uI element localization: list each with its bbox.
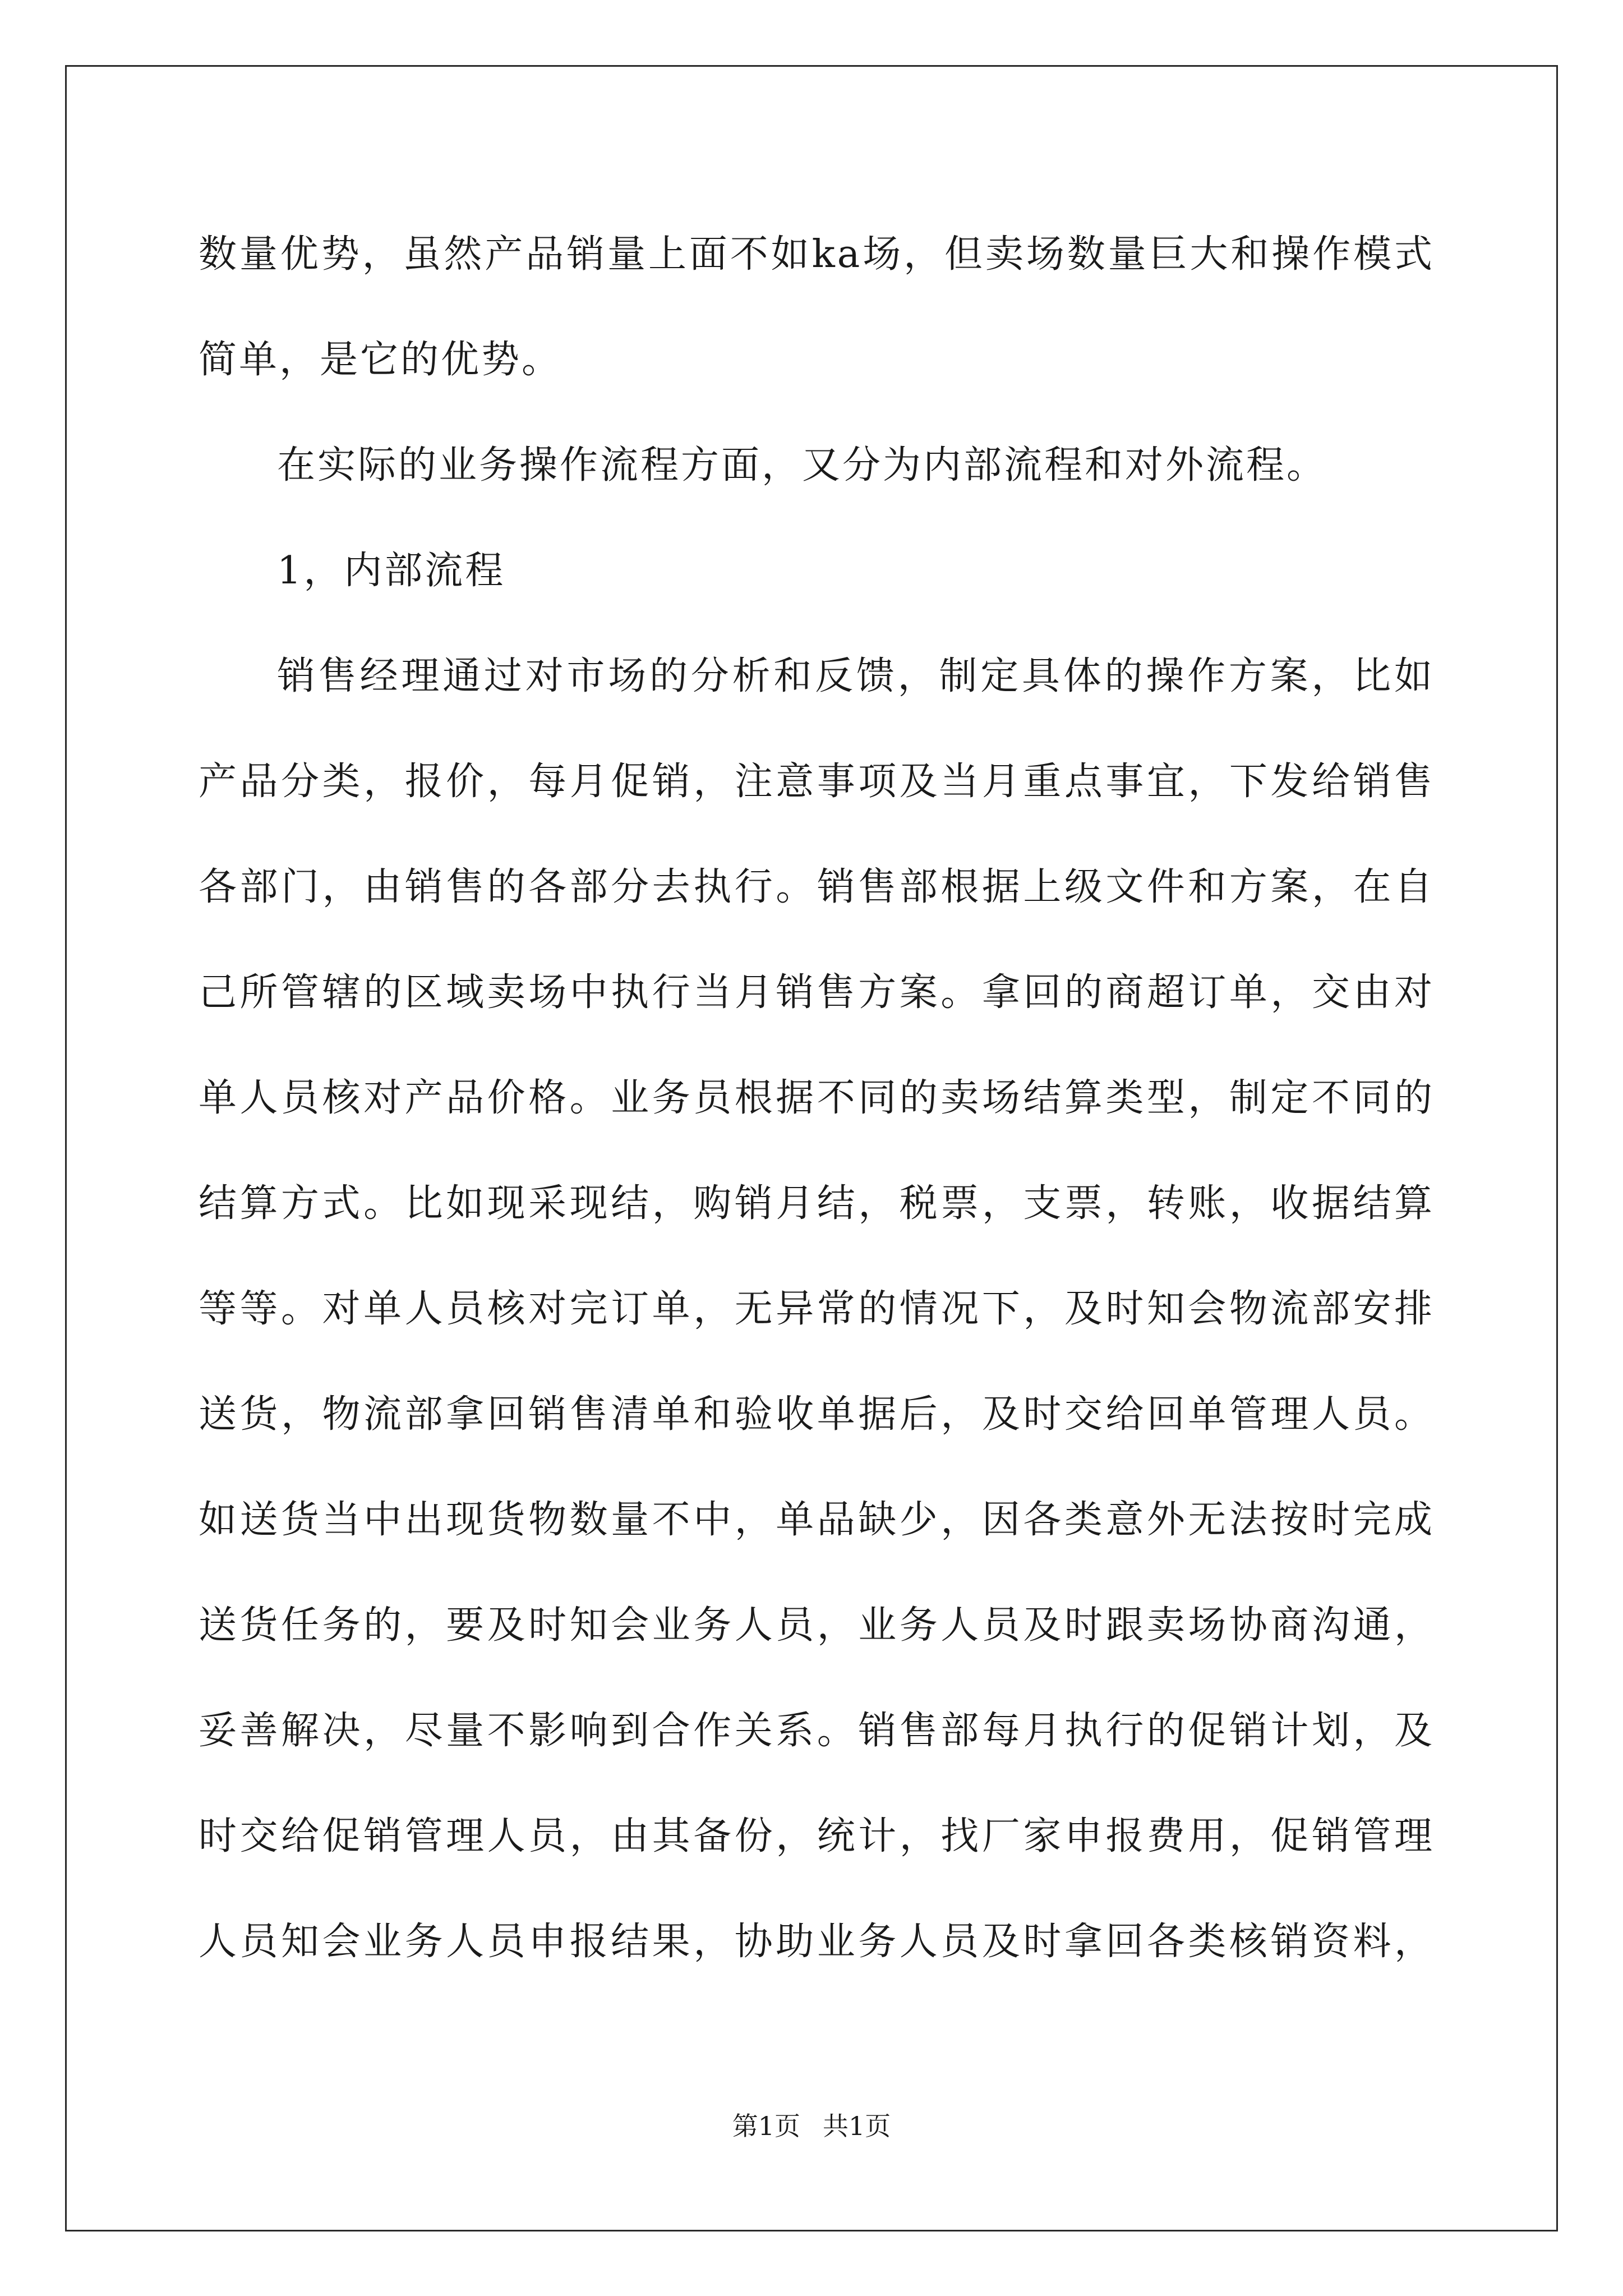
text-line: 在实际的业务操作流程方面，又分为内部流程和对外流程。 [277,443,1327,487]
page-total: 共1页 [823,2111,891,2141]
text-line: 送货，物流部拿回销售清单和验收单据后，及时交给回单管理人员。 [199,1392,1435,1437]
page-footer [0,2109,1623,2143]
text-line: 数量优势，虽然产品销量上面不如ka场，但卖场数量巨大和操作模式 [199,232,1435,277]
text-line: 己所管辖的区域卖场中执行当月销售方案。拿回的商超订单，交由对 [199,970,1435,1015]
text-line: 单人员核对产品价格。业务员根据不同的卖场结算类型，制定不同的 [199,1076,1435,1120]
text-line: 各部门，由销售的各部分去执行。销售部根据上级文件和方案，在自 [199,865,1435,909]
text-line: 时交给促销管理人员，由其备份，统计，找厂家申报费用，促销管理 [199,1814,1435,1858]
text-line: 简单，是它的优势。 [199,338,562,382]
document-body [199,202,1435,1995]
text-line: 产品分类，报价，每月促销，注意事项及当月重点事宜，下发给销售 [199,760,1435,804]
text-line: 如送货当中出现货物数量不中，单品缺少，因各类意外无法按时完成 [199,1498,1435,1542]
text-line: 送货任务的，要及时知会业务人员，业务人员及时跟卖场协商沟通， [199,1603,1435,1648]
text-line: 结算方式。比如现采现结，购销月结，税票，支票，转账，收据结算 [199,1181,1435,1226]
text-line: 销售经理通过对市场的分析和反馈，制定具体的操作方案，比如 [277,654,1435,698]
page-number: 第1页 [732,2111,800,2141]
text-line: 1，内部流程 [277,549,506,593]
text-line: 等等。对单人员核对完订单，无异常的情况下，及时知会物流部安排 [199,1287,1435,1331]
text-line: 人员知会业务人员申报结果，协助业务人员及时拿回各类核销资料， [199,1920,1435,1964]
text-line: 妥善解决，尽量不影响到合作关系。销售部每月执行的促销计划，及 [199,1709,1435,1753]
